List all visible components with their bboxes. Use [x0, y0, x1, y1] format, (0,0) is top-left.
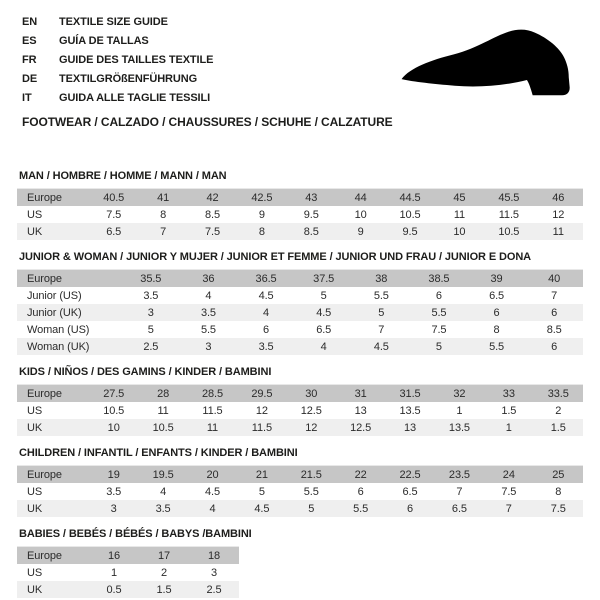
size-cell: 6 [357, 485, 364, 498]
size-cell: 33.5 [534, 385, 583, 403]
size-row [17, 547, 239, 565]
language-code: DE [22, 73, 38, 85]
size-cell: 9 [336, 223, 385, 240]
size-row [17, 287, 583, 304]
size-cell: 38 [353, 270, 411, 288]
size-cell: 45.5 [484, 189, 533, 207]
size-cell: 10 [435, 223, 484, 240]
row-label: UK [17, 500, 89, 517]
row-label: Europe [17, 547, 89, 565]
size-cell: 5.5 [468, 338, 526, 355]
size-cell: 33 [484, 385, 533, 403]
language-label: GUIDA ALLE TAGLIE TESSILI [59, 92, 211, 104]
size-cell: 13 [354, 404, 367, 417]
size-row [17, 419, 583, 436]
size-cell: 8.5 [546, 323, 562, 336]
size-cell: 11 [534, 223, 583, 240]
section-title-children: CHILDREN / INFANTIL / ENFANTS / KINDER / BAMBINI [19, 447, 298, 459]
size-cell: 7 [456, 485, 463, 498]
size-cell: 6 [263, 323, 270, 336]
size-cell: 6 [435, 289, 442, 302]
size-cell: 4 [188, 500, 237, 517]
size-cell: 7 [378, 323, 385, 336]
size-row [17, 321, 583, 338]
size-cell: 9.5 [303, 208, 319, 221]
size-cell: 1 [484, 419, 533, 436]
size-cell: 27.5 [89, 385, 138, 403]
size-cell: 11 [188, 419, 237, 436]
size-cell: 5 [320, 289, 327, 302]
size-cell: 7 [138, 223, 187, 240]
size-cell: 21.5 [287, 466, 336, 484]
size-cell: 28.5 [188, 385, 237, 403]
size-cell: 5.5 [373, 289, 389, 302]
row-label: Junior (US) [27, 289, 82, 302]
size-cell: 9 [258, 208, 265, 221]
size-cell: 3 [122, 304, 180, 321]
size-cell: 2.5 [189, 581, 239, 598]
language-row-it [22, 89, 393, 108]
size-cell: 8 [555, 485, 562, 498]
size-cell: 8 [160, 208, 167, 221]
size-cell: 4 [205, 289, 212, 302]
size-section-babies [17, 528, 583, 598]
size-cell: 20 [188, 466, 237, 484]
size-row [17, 189, 583, 207]
size-cell: 4.5 [353, 338, 411, 355]
size-cell: 8.5 [204, 208, 220, 221]
size-cell: 23.5 [435, 466, 484, 484]
row-label: US [27, 208, 43, 221]
size-cell: 5 [353, 304, 411, 321]
size-cell: 7.5 [431, 323, 447, 336]
size-cell: 12 [287, 419, 336, 436]
row-label: Woman (US) [27, 323, 90, 336]
size-cell: 37.5 [295, 270, 353, 288]
size-cell: 32 [435, 385, 484, 403]
section-title-man: MAN / HOMBRE / HOMME / MANN / MAN [19, 170, 227, 182]
row-label: US [27, 404, 43, 417]
size-cell: 11.5 [237, 419, 286, 436]
size-cell: 8 [493, 323, 500, 336]
size-table-junior-woman [17, 269, 583, 355]
size-cell: 17 [139, 547, 189, 565]
size-cell: 40.5 [89, 189, 138, 207]
size-cell: 8 [237, 223, 286, 240]
size-cell: 3 [180, 338, 238, 355]
size-cell: 11.5 [202, 404, 223, 417]
size-row [17, 483, 583, 500]
size-cell: 13.5 [399, 404, 421, 417]
size-cell: 5 [287, 500, 336, 517]
language-row-de [22, 70, 393, 89]
size-cell: 4.5 [237, 500, 286, 517]
row-label: US [27, 485, 43, 498]
size-cell: 12 [552, 208, 565, 221]
size-cell: 12 [255, 404, 268, 417]
size-cell: 4 [237, 304, 295, 321]
size-cell: 5 [147, 323, 154, 336]
size-row [17, 338, 583, 355]
row-label: Europe [17, 189, 89, 207]
language-row-es [22, 32, 393, 51]
size-cell: 6 [525, 338, 583, 355]
size-row [17, 500, 583, 517]
size-cell: 1.5 [501, 404, 517, 417]
size-cell: 2 [555, 404, 562, 417]
size-cell: 19.5 [138, 466, 187, 484]
category-line: FOOTWEAR / CALZADO / CHAUSSURES / SCHUHE / CALZATURE [22, 115, 393, 129]
size-cell: 16 [89, 547, 139, 565]
size-cell: 25 [534, 466, 583, 484]
size-row [17, 270, 583, 288]
size-row [17, 402, 583, 419]
size-section-children [17, 447, 583, 517]
size-cell: 31.5 [385, 385, 434, 403]
size-table-man [17, 188, 583, 240]
size-cell: 8.5 [287, 223, 336, 240]
size-cell: 6 [468, 304, 526, 321]
size-row [17, 223, 583, 240]
row-label: UK [17, 581, 89, 598]
size-cell: 3.5 [143, 289, 159, 302]
size-cell: 36.5 [237, 270, 295, 288]
size-cell: 7.5 [188, 223, 237, 240]
size-cell: 5.5 [200, 323, 216, 336]
size-cell: 46 [534, 189, 583, 207]
size-section-man [17, 170, 583, 240]
size-cell: 44.5 [385, 189, 434, 207]
size-cell: 10.5 [399, 208, 421, 221]
size-table-babies [17, 546, 239, 598]
size-cell: 3.5 [106, 485, 122, 498]
section-title-babies: BABIES / BEBÉS / BÉBÉS / BABYS /BAMBINI [19, 528, 252, 540]
language-code: FR [22, 54, 37, 66]
size-cell: 43 [287, 189, 336, 207]
size-cell: 24 [484, 466, 533, 484]
row-label: Europe [17, 270, 122, 288]
header [22, 13, 393, 129]
size-cell: 6.5 [402, 485, 418, 498]
size-cell: 7.5 [534, 500, 583, 517]
language-code: ES [22, 35, 37, 47]
dress-shoe-icon [393, 22, 583, 102]
language-list [22, 13, 393, 108]
size-cell: 5 [258, 485, 265, 498]
row-label: US [27, 566, 43, 579]
language-row-en [22, 13, 393, 32]
size-cell: 40 [525, 270, 583, 288]
size-cell: 35.5 [122, 270, 180, 288]
size-cell: 6.5 [89, 223, 138, 240]
size-cell: 10 [354, 208, 367, 221]
size-cell: 6.5 [489, 289, 505, 302]
size-cell: 6.5 [435, 500, 484, 517]
size-cell: 39 [468, 270, 526, 288]
size-tables [17, 170, 583, 598]
size-row [17, 581, 239, 598]
size-section-junior-woman [17, 251, 583, 355]
language-row-fr [22, 51, 393, 70]
size-cell: 0.5 [89, 581, 139, 598]
size-cell: 7 [484, 500, 533, 517]
size-cell: 4.5 [204, 485, 220, 498]
size-cell: 10 [89, 419, 138, 436]
size-cell: 1 [110, 566, 118, 579]
row-label: UK [17, 223, 89, 240]
size-cell: 3.5 [180, 304, 238, 321]
size-table-kids [17, 384, 583, 436]
size-cell: 4.5 [295, 304, 353, 321]
size-cell: 11 [453, 208, 466, 221]
row-label: Woman (UK) [17, 338, 122, 355]
size-cell: 3.5 [237, 338, 295, 355]
size-cell: 5.5 [336, 500, 385, 517]
row-label: Europe [17, 385, 89, 403]
size-cell: 4.5 [258, 289, 274, 302]
size-cell: 22.5 [385, 466, 434, 484]
size-cell: 3 [89, 500, 138, 517]
language-label: GUIDE DES TAILLES TEXTILE [59, 54, 214, 66]
section-title-kids: KIDS / NIÑOS / DES GAMINS / KINDER / BAMBINI [19, 366, 272, 378]
size-row [17, 564, 239, 581]
size-cell: 6.5 [316, 323, 332, 336]
size-cell: 30 [287, 385, 336, 403]
size-cell: 29.5 [237, 385, 286, 403]
size-cell: 18 [189, 547, 239, 565]
size-cell: 7 [551, 289, 558, 302]
size-cell: 9.5 [385, 223, 434, 240]
size-cell: 7.5 [501, 485, 517, 498]
size-row [17, 304, 583, 321]
size-cell: 19 [89, 466, 138, 484]
size-cell: 12.5 [336, 419, 385, 436]
size-cell: 42 [188, 189, 237, 207]
language-label: TEXTILE SIZE GUIDE [59, 16, 168, 28]
size-cell: 2 [160, 566, 168, 579]
size-cell: 1.5 [534, 419, 583, 436]
size-cell: 10.5 [484, 223, 533, 240]
size-cell: 6 [385, 500, 434, 517]
size-cell: 4 [295, 338, 353, 355]
size-cell: 1.5 [139, 581, 189, 598]
size-cell: 12.5 [300, 404, 322, 417]
size-cell: 11 [157, 404, 169, 417]
size-cell: 3.5 [138, 500, 187, 517]
size-cell: 5.5 [410, 304, 468, 321]
size-cell: 11.5 [498, 208, 519, 221]
size-cell: 5 [410, 338, 468, 355]
language-code: IT [22, 92, 32, 104]
size-cell: 31 [336, 385, 385, 403]
size-cell: 10.5 [103, 404, 125, 417]
size-table-children [17, 465, 583, 517]
size-cell: 44 [336, 189, 385, 207]
section-title-junior-woman: JUNIOR & WOMAN / JUNIOR Y MUJER / JUNIOR ET FEMME / JUNIOR UND FRAU / JUNIOR E DONA [19, 251, 532, 263]
row-label: UK [17, 419, 89, 436]
size-cell: 41 [138, 189, 187, 207]
row-label: Junior (UK) [17, 304, 122, 321]
size-row [17, 466, 583, 484]
language-label: GUÍA DE TALLAS [59, 35, 149, 47]
size-cell: 28 [138, 385, 187, 403]
language-code: EN [22, 16, 38, 28]
size-cell: 13.5 [435, 419, 484, 436]
size-cell: 36 [180, 270, 238, 288]
size-cell: 5.5 [303, 485, 319, 498]
size-cell: 6 [525, 304, 583, 321]
size-cell: 38.5 [410, 270, 468, 288]
size-cell: 42.5 [237, 189, 286, 207]
size-cell: 22 [336, 466, 385, 484]
size-cell: 3 [210, 566, 218, 579]
size-cell: 13 [385, 419, 434, 436]
size-section-kids [17, 366, 583, 436]
size-cell: 7.5 [106, 208, 122, 221]
size-cell: 1 [456, 404, 463, 417]
size-cell: 21 [237, 466, 286, 484]
size-cell: 4 [160, 485, 167, 498]
size-cell: 2.5 [122, 338, 180, 355]
size-cell: 45 [435, 189, 484, 207]
language-label: TEXTILGRÖßENFÜHRUNG [59, 73, 198, 85]
size-cell: 10.5 [138, 419, 187, 436]
row-label: Europe [17, 466, 89, 484]
size-row [17, 385, 583, 403]
size-row [17, 206, 583, 223]
